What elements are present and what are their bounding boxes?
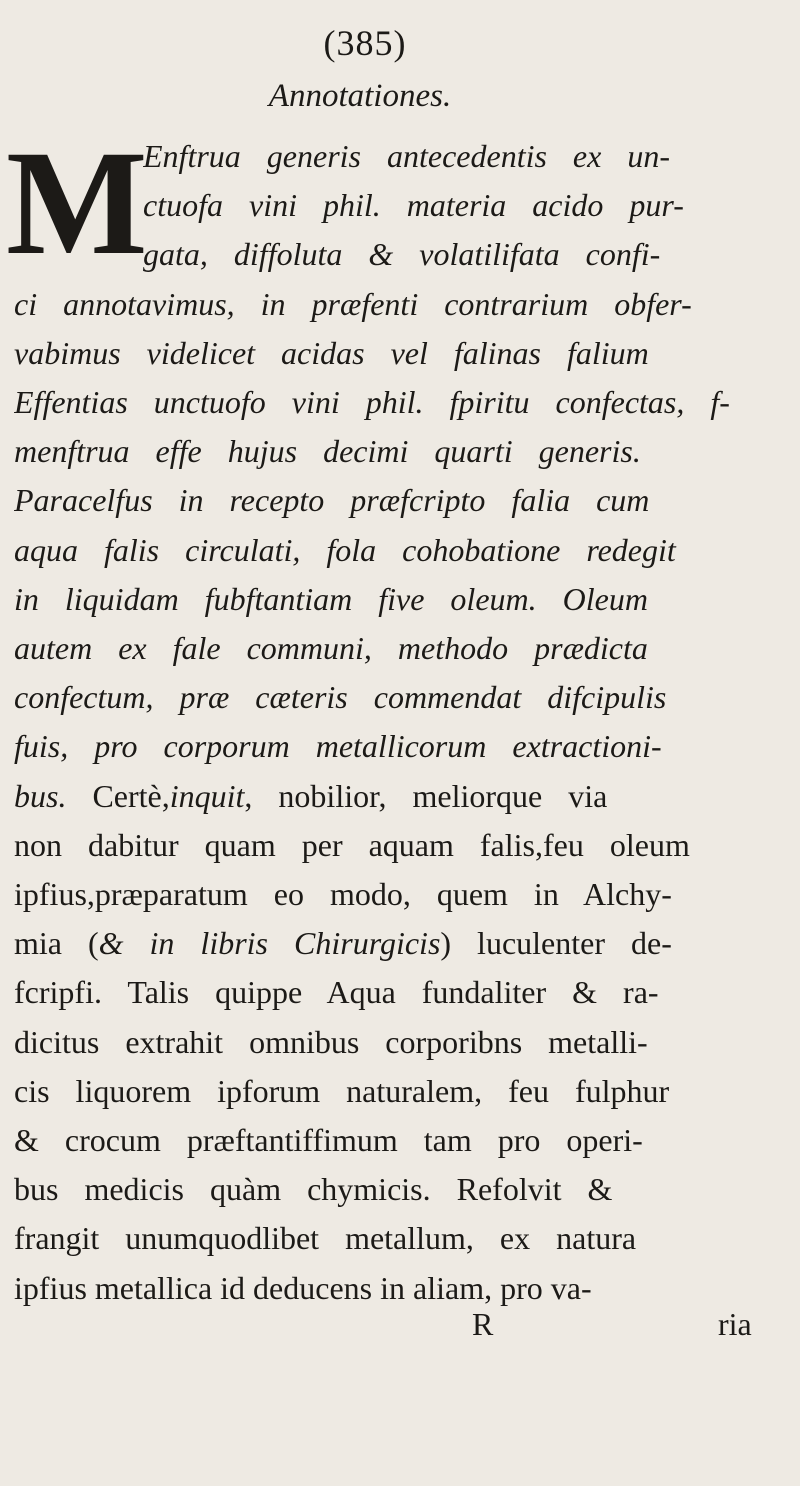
text-line [143, 134, 786, 178]
text-segment: Enftrua generis antecedentis ex un- [143, 138, 670, 174]
text-line [14, 1118, 786, 1162]
text-line [14, 1069, 786, 1113]
text-segment: fcripfi. Talis quippe Aqua fundaliter & ra- [14, 974, 659, 1011]
text-line [14, 724, 786, 768]
text-line [14, 331, 786, 375]
text-line [14, 1167, 786, 1211]
text-line [14, 1216, 786, 1260]
text-line [14, 429, 786, 473]
running-head: Annotationes. [268, 78, 452, 114]
text-segment: vabimus videlicet acidas vel falinas falium [14, 334, 649, 371]
text-line [14, 528, 786, 572]
text-segment: Certè, [92, 777, 170, 814]
text-segment: inquit [169, 777, 245, 814]
signature-mark: R [472, 1306, 494, 1342]
text-segment: Effentias unctuofo vini phil. fpiritu confectas, f- [14, 384, 730, 420]
text-line [14, 823, 786, 867]
text-segment: & crocum præftantiffimum tam pro operi- [14, 1122, 643, 1158]
text-segment: fuis, pro corporum metallicorum extractioni- [14, 728, 662, 765]
text-line [14, 282, 786, 326]
text-line [14, 626, 786, 670]
text-line [14, 1020, 786, 1064]
text-segment: Paracelfus in recepto præfcripto falia cum [14, 482, 650, 519]
text-line [14, 1266, 786, 1310]
text-line [14, 970, 786, 1014]
text-segment: ) luculenter de- [440, 925, 672, 962]
text-line [14, 577, 786, 621]
text-line [14, 675, 786, 719]
text-segment: bus medicis quàm chymicis. Refolvit & [14, 1171, 613, 1208]
text-segment: gata, diffoluta & volatilifata confi- [143, 236, 661, 273]
text-segment: menftrua effe hujus decimi quarti generis. [14, 433, 641, 470]
text-segment: ctuofa vini phil. materia acido pur- [143, 187, 684, 224]
text-line [143, 183, 786, 227]
text-segment: cis liquorem ipforum naturalem, feu fulphur [14, 1072, 670, 1109]
text-line [14, 774, 786, 818]
text-line [14, 478, 786, 522]
page-number: (385) [323, 23, 407, 63]
text-segment: confectum, præ cæteris commendat difcipulis [14, 679, 667, 716]
text-segment: ipfius metallica id deducens in aliam, pro va- [14, 1269, 592, 1306]
text-segment: mia ( [14, 925, 99, 962]
text-segment: dicitus extrahit omnibus corporibns metalli- [14, 1023, 648, 1060]
text-segment: autem ex fale communi, methodo prædicta [14, 630, 648, 666]
text-segment: bus. [14, 777, 93, 814]
text-line [14, 872, 786, 916]
text-segment: in liquidam fubftantiam five oleum. Oleum [14, 580, 648, 617]
text-segment: ipfius,præparatum eo modo, quem in Alchy- [14, 876, 672, 912]
catchword: ria [718, 1306, 752, 1342]
text-segment: ci annotavimus, in præfenti contrarium obfer- [14, 285, 692, 322]
text-segment: & in libris Chirurgicis [98, 925, 441, 962]
text-segment: , nobilior, meliorque via [244, 777, 608, 814]
text-segment: frangit unumquodlibet metallum, ex natura [14, 1220, 637, 1257]
drop-cap-initial: M [6, 120, 148, 286]
text-segment: non dabitur quam per aquam falis,feu oleum [14, 826, 690, 863]
text-line [14, 380, 786, 424]
text-line [143, 232, 786, 276]
text-segment: aqua falis circulati, fola cohobatione redegit [14, 531, 676, 568]
text-line [14, 921, 786, 965]
